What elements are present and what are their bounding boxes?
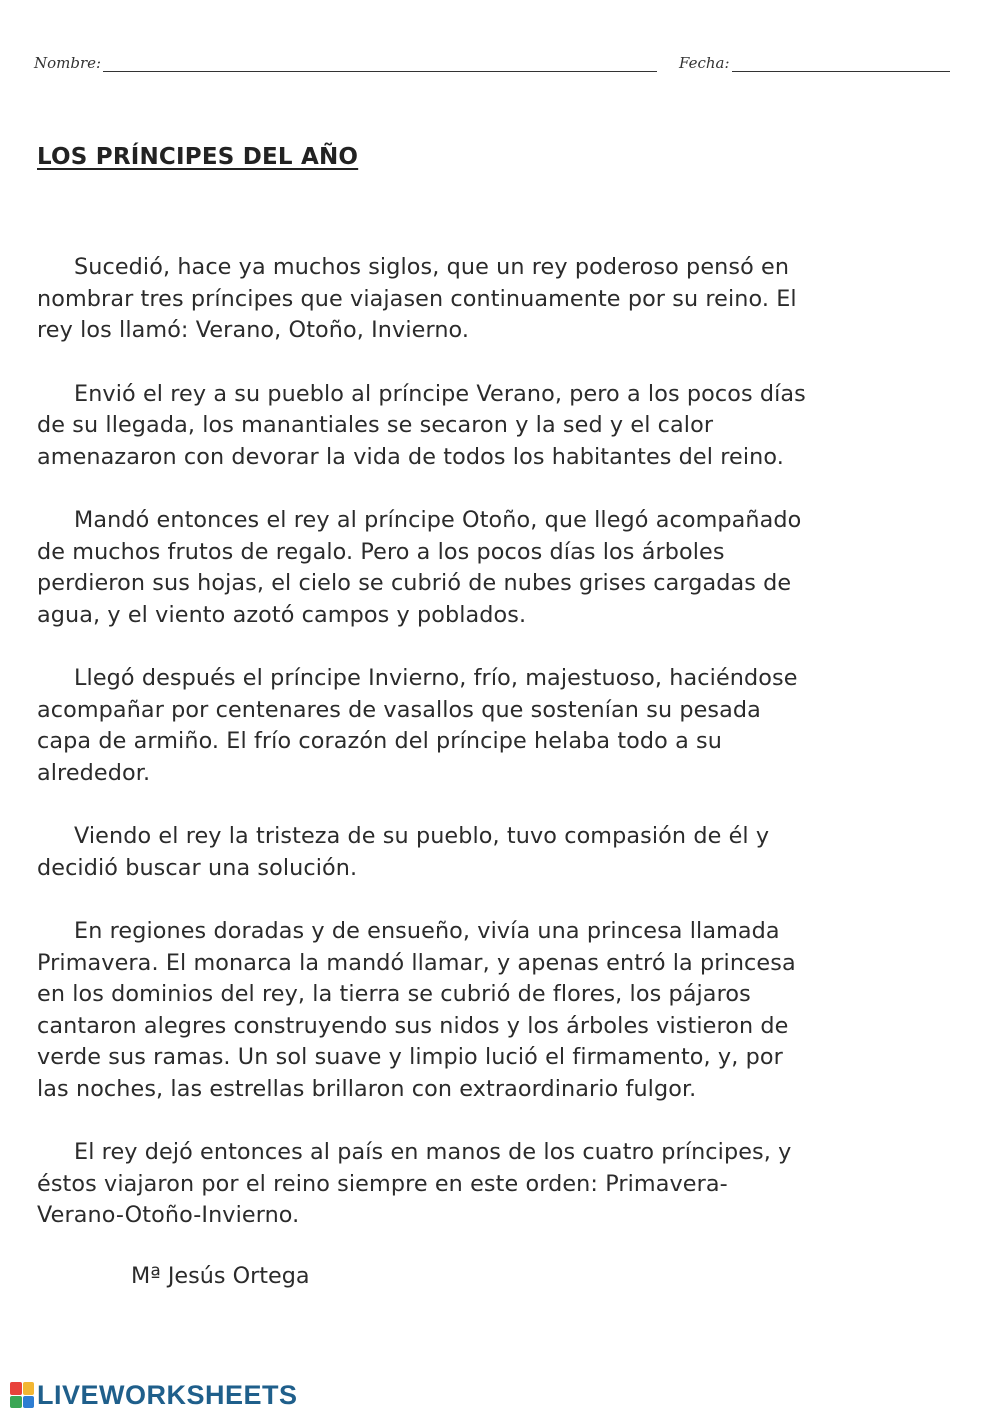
paragraph-line: rey los llamó: Verano, Otoño, Invierno. <box>37 317 470 343</box>
paragraph-line: nombrar tres príncipes que viajasen continuamente por su reino. El <box>37 285 797 312</box>
liveworksheets-logo-icon <box>10 1382 34 1408</box>
paragraph-line: perdieron sus hojas, el cielo se cubrió de nubes grises cargadas de <box>37 570 792 596</box>
paragraph-line: Sucedió, hace ya muchos siglos, que un rey poderoso pensó en <box>74 254 790 280</box>
paragraph-line: éstos viajaron por el reino siempre en este orden: Primavera- <box>37 1170 728 1197</box>
paragraph-line: En regiones doradas y de ensueño, vivía una princesa llamada <box>74 918 780 944</box>
paragraph-line: de su llegada, los manantiales se secaron y la sed y el calor <box>37 412 714 438</box>
paragraph-line: El rey dejó entonces al país en manos de los cuatro príncipes, y <box>74 1139 792 1165</box>
paragraph <box>37 252 957 347</box>
logo-square <box>10 1382 22 1395</box>
paragraph <box>37 1137 957 1232</box>
paragraph-line: Verano-Otoño-Invierno. <box>37 1202 300 1228</box>
paragraph-line: en los dominios del rey, la tierra se cubrió de flores, los pájaros <box>37 981 751 1007</box>
paragraph <box>37 505 957 631</box>
paragraph-line: amenazaron con devorar la vida de todos los habitantes del reino. <box>37 443 784 470</box>
paragraph-line: de muchos frutos de regalo. Pero a los pocos días los árboles <box>37 538 725 565</box>
header-fields <box>34 50 956 76</box>
paragraph <box>37 916 957 1105</box>
page-title: LOS PRÍNCIPES DEL AÑO <box>37 144 359 170</box>
paragraph-line: alrededor. <box>37 759 151 786</box>
paragraph-line: capa de armiño. El frío corazón del príncipe helaba todo a su <box>37 728 722 754</box>
paragraph-line: decidió buscar una solución. <box>37 854 358 881</box>
brand-footer <box>10 1380 298 1410</box>
date-field[interactable] <box>679 50 950 72</box>
brand-name: LIVEWORKSHEETS <box>37 1379 298 1410</box>
paragraph-line: agua, y el viento azotó campos y poblados. <box>37 601 527 628</box>
paragraph <box>37 663 957 789</box>
paragraph-line: cantaron alegres construyendo sus nidos y los árboles vistieron de <box>37 1012 789 1039</box>
paragraph-line: las noches, las estrellas brillaron con extraordinario fulgor. <box>37 1075 697 1102</box>
logo-square <box>23 1396 35 1409</box>
name-label: Nombre: <box>34 54 102 72</box>
name-line[interactable] <box>103 55 657 72</box>
paragraph <box>37 821 957 884</box>
paragraph-line: Viendo el rey la tristeza de su pueblo, tuvo compasión de él y <box>74 823 770 849</box>
paragraph <box>37 379 957 474</box>
paragraph-line: Mandó entonces el rey al príncipe Otoño, que llegó acompañado <box>74 507 802 533</box>
name-field[interactable] <box>34 50 657 72</box>
paragraph-line: acompañar por centenares de vasallos que sostenían su pesada <box>37 696 761 723</box>
date-line[interactable] <box>732 55 950 72</box>
paragraph-line: Llegó después el príncipe Invierno, frío, majestuoso, haciéndose <box>74 665 798 691</box>
logo-square <box>23 1382 35 1395</box>
paragraph-line: Primavera. El monarca la mandó llamar, y apenas entró la princesa <box>37 949 796 976</box>
author: Mª Jesús Ortega <box>131 1263 310 1289</box>
story-body <box>37 252 957 1264</box>
paragraph-line: Envió el rey a su pueblo al príncipe Verano, pero a los pocos días <box>74 380 806 407</box>
paragraph-line: verde sus ramas. Un sol suave y limpio lució el firmamento, y, por <box>37 1044 783 1070</box>
date-label: Fecha: <box>679 54 730 72</box>
logo-square <box>10 1396 22 1409</box>
